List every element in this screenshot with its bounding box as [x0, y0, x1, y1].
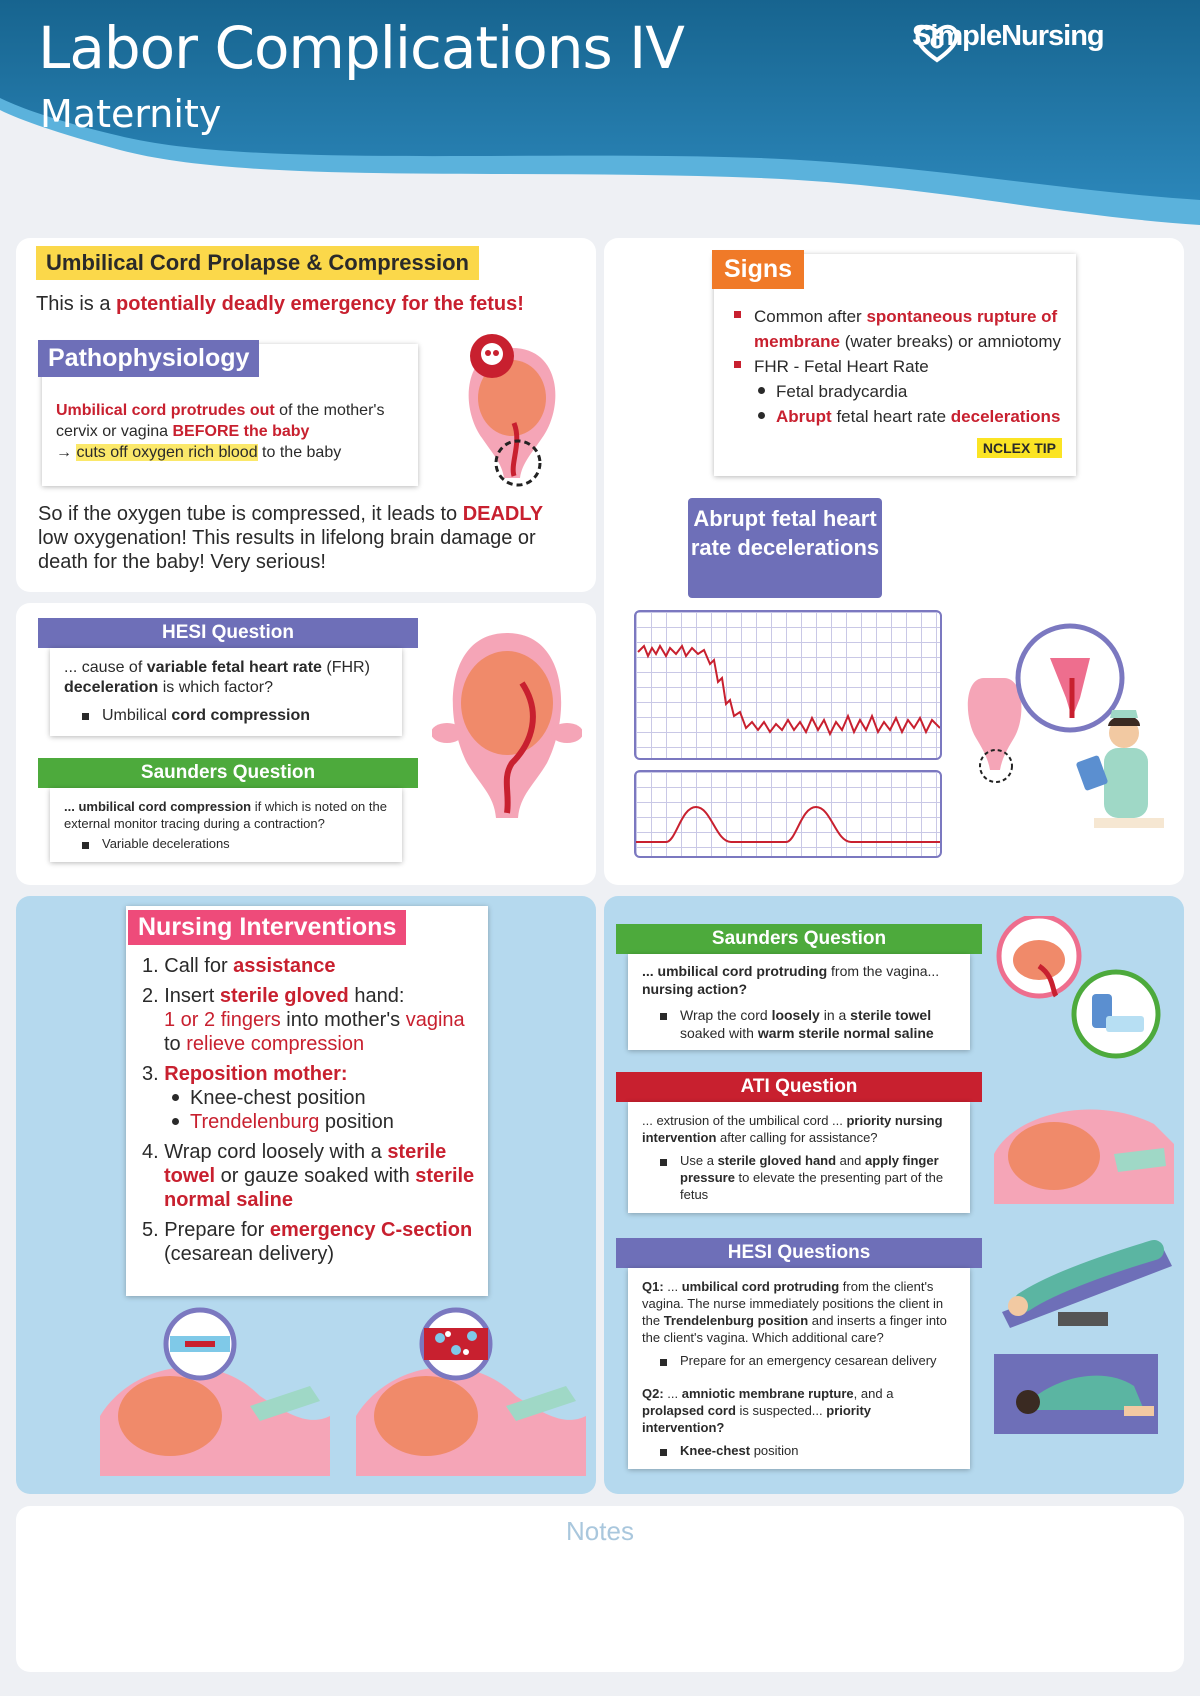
prolapse-uterus-illustration — [452, 328, 572, 488]
hesi-q2-text: Q2: ... amniotic membrane rupture, and a prolapsed cord is suspected... priority intervention? — [642, 1386, 894, 1435]
notes-panel — [16, 1506, 1184, 1672]
fhr-bradycardia: Fetal bradycardia — [756, 379, 1068, 404]
interventions-tag: Nursing Interventions — [128, 910, 406, 945]
ati-question-text: ... extrusion of the umbilical cord ... priority nursing intervention after calling for assistance? — [642, 1113, 943, 1145]
deadly-text: So if the oxygen tube is compressed, it leads to DEADLY low oxygenation! This results in lifelong brain damage or death for the baby! Very serious! — [38, 503, 544, 573]
abrupt-decel-callout: Abrupt fetal heart rate decelerations — [688, 498, 882, 598]
knee-chest-position-illustration — [994, 1346, 1174, 1436]
ati-answer-list — [658, 1152, 956, 1203]
contraction-tracing-graph — [634, 770, 942, 858]
hesi-questions-card — [628, 1268, 970, 1469]
trendelenburg-item: Trendelenburg position — [170, 1110, 478, 1134]
knee-chest-item: Knee-chest position — [170, 1086, 478, 1110]
saunders-answer-list-1 — [80, 835, 388, 852]
hesi-q1-text: Q1: ... umbilical cord protruding from the client's vagina. The nurse immediately positions the client in the Trendelenburg position and inserts a finger into the client's vagina. Which additional care? — [642, 1279, 947, 1345]
saunders-question-card-1 — [50, 788, 402, 862]
reposition-list — [170, 1086, 478, 1134]
prolapse-panel — [16, 238, 596, 592]
hesi-questions-title: HESI Questions — [616, 1238, 982, 1268]
hesi-answer-list — [80, 706, 388, 726]
saunders-question-title-2: Saunders Question — [616, 924, 982, 954]
fhr-sublist — [756, 379, 1068, 429]
hesi-answer: Umbilical cord compression — [80, 706, 388, 726]
signs-tag: Signs — [712, 250, 804, 289]
intervention-3: 3. Reposition mother: Knee-chest position Trendelenburg position — [142, 1062, 478, 1134]
cord-towel-saline-illustration — [994, 916, 1174, 1066]
prolapse-intro: This is a potentially deadly emergency for the fetus! — [36, 293, 524, 315]
intervention-1: 1. Call for assistance — [142, 955, 336, 977]
notes-label: Notes — [566, 1516, 634, 1546]
page-title: Labor Complications IV — [38, 14, 684, 82]
questions-panel-1 — [16, 603, 596, 885]
prolapse-heading: Umbilical Cord Prolapse & Compression — [36, 246, 479, 280]
signs-card — [714, 254, 1076, 476]
page-header — [0, 0, 1200, 240]
fhr-decelerations: Abrupt fetal heart rate decelerations — [756, 404, 1068, 429]
sign-rupture: Common after spontaneous rupture of membrane (water breaks) or amniotomy — [732, 304, 1068, 354]
brand-name: SimpleNursing — [912, 20, 1104, 52]
fhr-tracing-graph — [634, 610, 942, 760]
trendelenburg-position-illustration — [994, 1232, 1174, 1332]
saunders-answer-1: Variable decelerations — [80, 835, 388, 852]
hesi-question-box — [38, 618, 418, 736]
saunders-question-box-1 — [38, 758, 418, 862]
interventions-card — [126, 906, 488, 1296]
pathophysiology-tag: Pathophysiology — [38, 340, 259, 377]
saunders-question-box-2 — [616, 924, 982, 1050]
pathophysiology-card — [42, 344, 418, 486]
stethoscope-heart-icon — [912, 20, 962, 66]
nurse-monitoring-illustration — [954, 618, 1164, 848]
intervention-5: 5. Prepare for emergency C-section (cesarean delivery) — [142, 1219, 473, 1265]
hesi-q2-answer: Knee-chest position — [658, 1442, 956, 1459]
signs-list — [732, 304, 1068, 429]
pathophysiology-text: Umbilical cord protrudes out of the mother's cervix or vagina BEFORE the baby → cuts off oxygen rich blood to the baby — [56, 402, 385, 461]
intervention-4: 4. Wrap cord loosely with a sterile towel or gauze soaked with sterile normal saline — [142, 1141, 475, 1211]
page-subtitle: Maternity — [40, 92, 222, 136]
ati-answer: Use a sterile gloved hand and apply finger pressure to elevate the presenting part of the fetus — [658, 1152, 956, 1203]
saunders-answer-2: Wrap the cord loosely in a sterile towel soaked with warm sterile normal saline — [658, 1006, 956, 1042]
fhr-tracing-line — [636, 612, 942, 760]
saunders-question-card-2 — [628, 954, 970, 1050]
interventions-panel — [16, 896, 596, 1494]
hesi-question-text: ... cause of variable fetal heart rate (FHR) deceleration is which factor? — [64, 659, 370, 696]
saunders-answer-list-2 — [658, 1006, 956, 1042]
ati-question-box — [616, 1072, 982, 1213]
saunders-question-text-1: ... umbilical cord compression if which is noted on the external monitor tracing during a contraction? — [64, 799, 387, 831]
cord-compression-illustration — [100, 1306, 330, 1476]
relieved-compression-illustration — [356, 1306, 586, 1476]
ati-question-title: ATI Question — [616, 1072, 982, 1102]
brand-logo — [912, 20, 1104, 53]
interventions-list — [142, 954, 478, 1272]
hesi-q1-answer-list — [658, 1352, 956, 1369]
hesi-question-card — [50, 648, 402, 736]
hesi-questions-box — [616, 1238, 982, 1469]
saunders-question-title-1: Saunders Question — [38, 758, 418, 788]
sign-fhr: FHR - Fetal Heart Rate Fetal bradycardia Abrupt fetal heart rate decelerations — [732, 354, 1068, 429]
hesi-question-title: HESI Question — [38, 618, 418, 648]
ati-question-card — [628, 1102, 970, 1213]
hesi-q1-answer: Prepare for an emergency cesarean delivery — [658, 1352, 956, 1369]
finger-pressure-illustration — [994, 1094, 1174, 1204]
questions-panel-2 — [604, 896, 1184, 1494]
hesi-q2-answer-list — [658, 1442, 956, 1459]
nclex-tip-badge: NCLEX TIP — [977, 438, 1062, 458]
intervention-2: 2. Insert sterile gloved hand: 1 or 2 fingers into mother's vagina to relieve compression — [142, 985, 465, 1055]
saunders-question-text-2: ... umbilical cord protruding from the vagina... nursing action? — [642, 963, 940, 997]
contraction-tracing-line — [636, 772, 942, 858]
uterus-cord-compression-illustration — [432, 623, 582, 823]
signs-panel — [604, 238, 1184, 885]
